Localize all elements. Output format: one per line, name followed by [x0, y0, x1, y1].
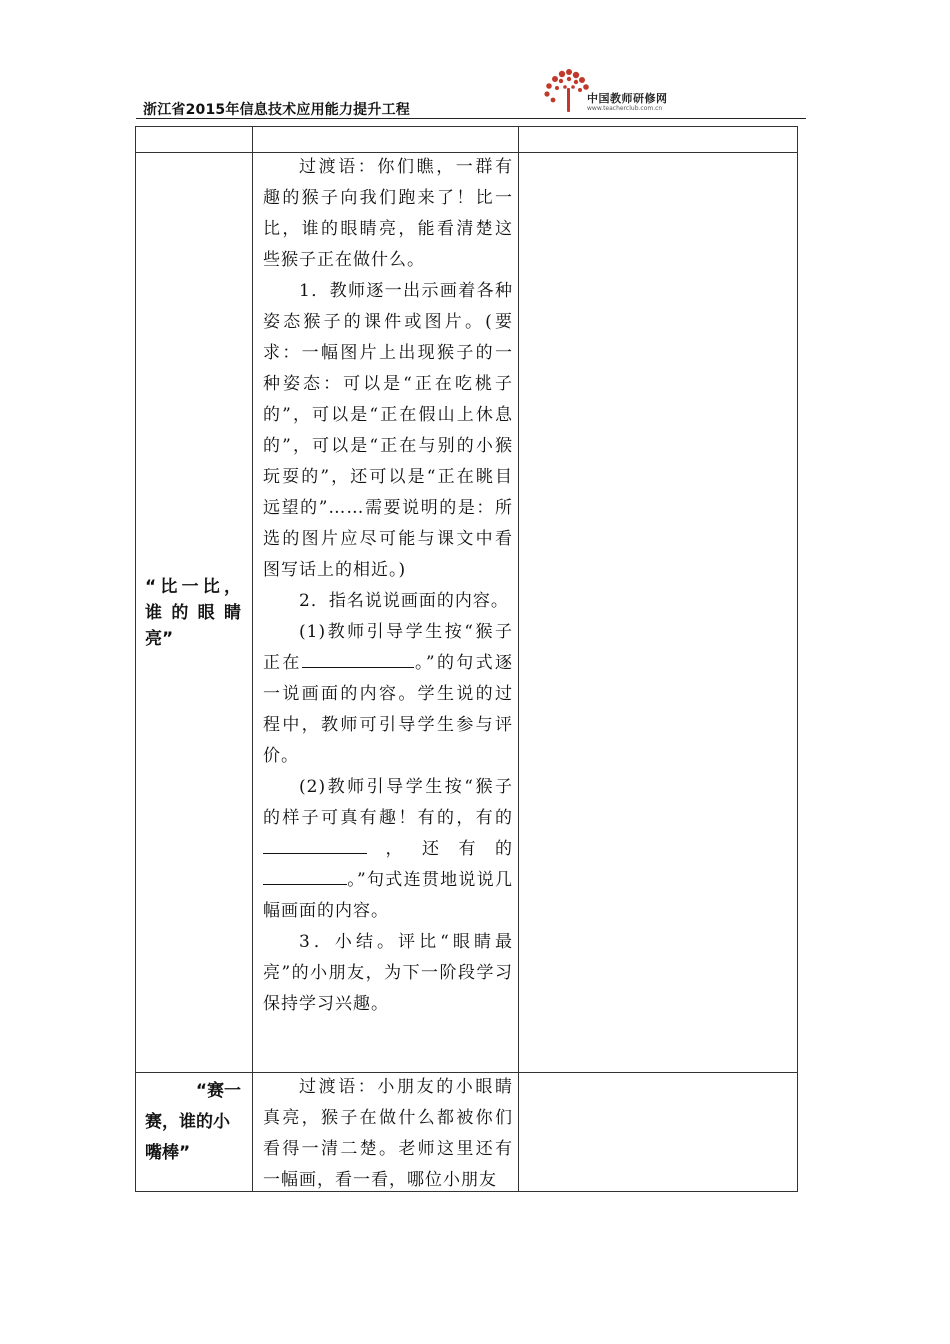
- header-title: 浙江省2015年信息技术应用能力提升工程: [143, 102, 410, 118]
- logo-url: www.teacherclub.com.cn: [587, 105, 663, 112]
- paragraph: 过渡语：小朋友的小眼睛真亮，猴子在做什么都被你们看得一清二楚。老师这里还有一幅画，看一看，哪位小朋友: [263, 1077, 513, 1190]
- text-run: 。”的句式逐一说画面的内容。学生说的过程中，教师可引导学生参与评价。: [263, 653, 513, 766]
- paragraph: 1．教师逐一出示画着各种姿态猴子的课件或图片。(要求：一幅图片上出现猴子的一种姿态：可以是“正在吃桃子的”，可以是“正在假山上休息的”，可以是“正在与别的小猴玩耍的”，还可以是“正在眺目远望的”……需要说明的是：所选的图片应尽可能与课文中看图写话上的相近。): [263, 281, 513, 580]
- row-label-compare-eyes: “比一比，谁的眼睛亮”: [145, 577, 241, 649]
- table-cell: [252, 126, 519, 153]
- text-run: ，还有的: [367, 839, 513, 859]
- row-content-compare-eyes: [263, 152, 513, 1020]
- text-run: 。”句式连贯地说说几幅画面的内容。: [263, 870, 513, 921]
- text-run: (1)教师引导学生按“猴子正在: [263, 622, 513, 673]
- blank-line: [263, 835, 367, 854]
- row-label-line: 赛，谁的小嘴棒”: [145, 1112, 230, 1163]
- row-label-line: “赛一: [195, 1081, 241, 1101]
- paragraph-fill-blank: [263, 617, 513, 772]
- table-cell-notes: [518, 152, 798, 1073]
- row-content-compare-mouths: [263, 1072, 513, 1196]
- paragraph: 过渡语：你们瞧，一群有趣的猴子向我们跑来了！比一比，谁的眼睛亮，能看清楚这些猴子正在做什么。: [263, 157, 513, 270]
- lesson-table: [135, 126, 798, 1192]
- paragraph-fill-blank: [263, 772, 513, 927]
- blank-line: [302, 649, 414, 668]
- row-label-compare-mouths: [145, 1076, 241, 1169]
- header-rule: [136, 118, 806, 119]
- paragraph: 3．小结。评比“眼睛最亮”的小朋友，为下一阶段学习保持学习兴趣。: [263, 932, 513, 1014]
- logo-name: 中国教师研修网: [587, 92, 668, 105]
- table-cell-notes: [518, 1072, 798, 1192]
- text-run: (2)教师引导学生按“猴子的样子可真有趣！有的，有的: [263, 777, 513, 828]
- table-cell: [135, 126, 253, 153]
- paragraph: 2．指名说说画面的内容。: [299, 591, 509, 611]
- table-cell: [518, 126, 798, 153]
- blank-line: [263, 866, 347, 885]
